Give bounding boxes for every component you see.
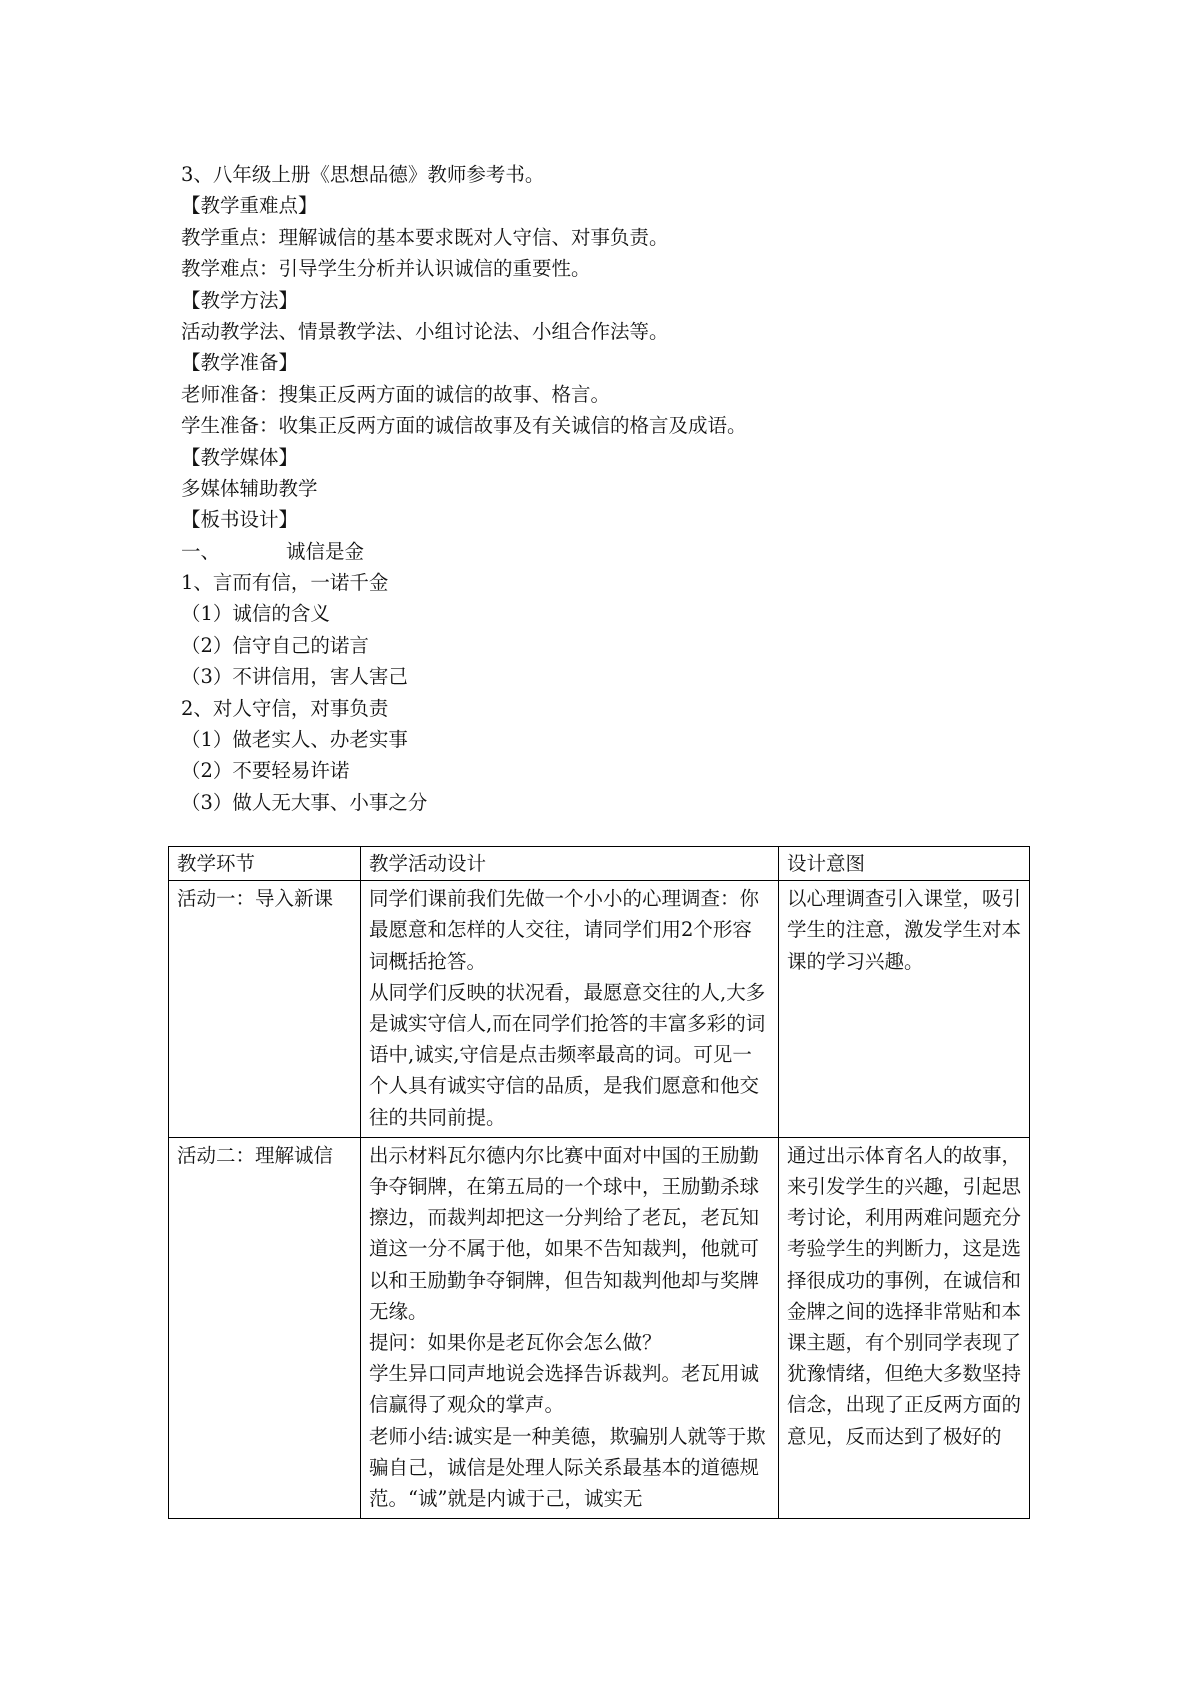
board-line: （3）不讲信用，害人害己 <box>181 665 408 689</box>
design-paragraph: 同学们课前我们先做一个小小的心理调查：你最愿意和怎样的人交往，请同学们用2个形容词概括抢答。 <box>369 887 760 973</box>
design-paragraph: 提问：如果你是老瓦你会怎么做？ <box>369 1331 662 1355</box>
reference-line: 3、八年级上册《思想品德》教师参考书。 <box>181 163 545 186</box>
activity-design-cell <box>361 1137 779 1518</box>
table-row <box>169 1137 1030 1518</box>
board-line: 2、对人守信，对事负责 <box>181 696 389 720</box>
board-heading <box>181 536 1041 567</box>
lesson-plan-text <box>181 159 1041 818</box>
board-line: （2）信守自己的诺言 <box>181 633 369 657</box>
design-paragraph: 老师小结:诚实是一种美德，欺骗别人就等于欺骗自己，诚信是处理人际关系最基本的道德规范。“诚”就是内诚于己，诚实无 <box>369 1424 766 1511</box>
stage-cell: 活动二：理解诚信 <box>169 1137 361 1518</box>
board-line: 1、言而有信，一诺千金 <box>181 571 389 595</box>
section-heading-preparation: 【教学准备】 <box>181 351 299 375</box>
media-line: 多媒体辅助教学 <box>181 476 318 500</box>
design-paragraph: 从同学们反映的状况看，最愿意交往的人,大多是诚实守信人,而在同学们抢答的丰富多彩的词语中,诚实,守信是点击频率最高的词。可见一个人具有诚实守信的品质，是我们愿意和他交往的共同前提。 <box>369 980 766 1129</box>
header-stage: 教学环节 <box>169 847 361 881</box>
section-heading-methods: 【教学方法】 <box>181 288 299 312</box>
methods-line: 活动教学法、情景教学法、小组讨论法、小组合作法等。 <box>181 319 669 343</box>
table-row <box>169 881 1030 1138</box>
design-paragraph: 学生异口同声地说会选择告诉裁判。老瓦用诚信赢得了观众的掌声。 <box>369 1362 760 1417</box>
design-intent-cell: 通过出示体育名人的故事，来引发学生的兴趣，引起思考讨论，利用两难问题充分考验学生的判断力，这是选择很成功的事例，在诚信和金牌之间的选择非常贴和本课主题，有个别同学表现了犹豫情绪，但绝大多数坚持信念，出现了正反两方面的意见，反而达到了极好的 <box>779 1137 1030 1518</box>
board-heading-number: 一、 <box>181 539 221 563</box>
design-intent-cell: 以心理调查引入课堂，吸引学生的注意，激发学生对本课的学习兴趣。 <box>779 881 1030 1138</box>
section-heading-media: 【教学媒体】 <box>181 445 299 469</box>
header-design-intent: 设计意图 <box>779 847 1030 881</box>
section-heading-board-design: 【板书设计】 <box>181 508 299 532</box>
board-line: （1）做老实人、办老实事 <box>181 728 408 752</box>
design-paragraph: 出示材料瓦尔德内尔比赛中面对中国的王励勤争夺铜牌，在第五局的一个球中，王励勤杀球擦边，而裁判却把这一分判给了老瓦，老瓦知道这一分不属于他，如果不告知裁判，他就可以和王励勤争夺铜牌，但告知裁判他却与奖牌无缘。 <box>369 1143 760 1323</box>
difficult-point-line: 教学难点：引导学生分析并认识诚信的重要性。 <box>181 257 591 281</box>
stage-cell: 活动一：导入新课 <box>169 881 361 1138</box>
board-line: （2）不要轻易许诺 <box>181 759 350 783</box>
teaching-process-table <box>168 846 1030 1519</box>
student-preparation-line: 学生准备：收集正反两方面的诚信故事及有关诚信的格言及成语。 <box>181 414 747 438</box>
board-line: （1）诚信的含义 <box>181 602 330 626</box>
key-point-line: 教学重点：理解诚信的基本要求既对人守信、对事负责。 <box>181 225 669 249</box>
activity-design-cell <box>361 881 779 1138</box>
section-heading-key-points: 【教学重难点】 <box>181 194 318 218</box>
board-heading-text: 诚信是金 <box>286 539 365 563</box>
board-line: （3）做人无大事、小事之分 <box>181 790 428 814</box>
teacher-preparation-line: 老师准备：搜集正反两方面的诚信的故事、格言。 <box>181 382 611 406</box>
header-activity-design: 教学活动设计 <box>361 847 779 881</box>
table-header-row <box>169 847 1030 881</box>
